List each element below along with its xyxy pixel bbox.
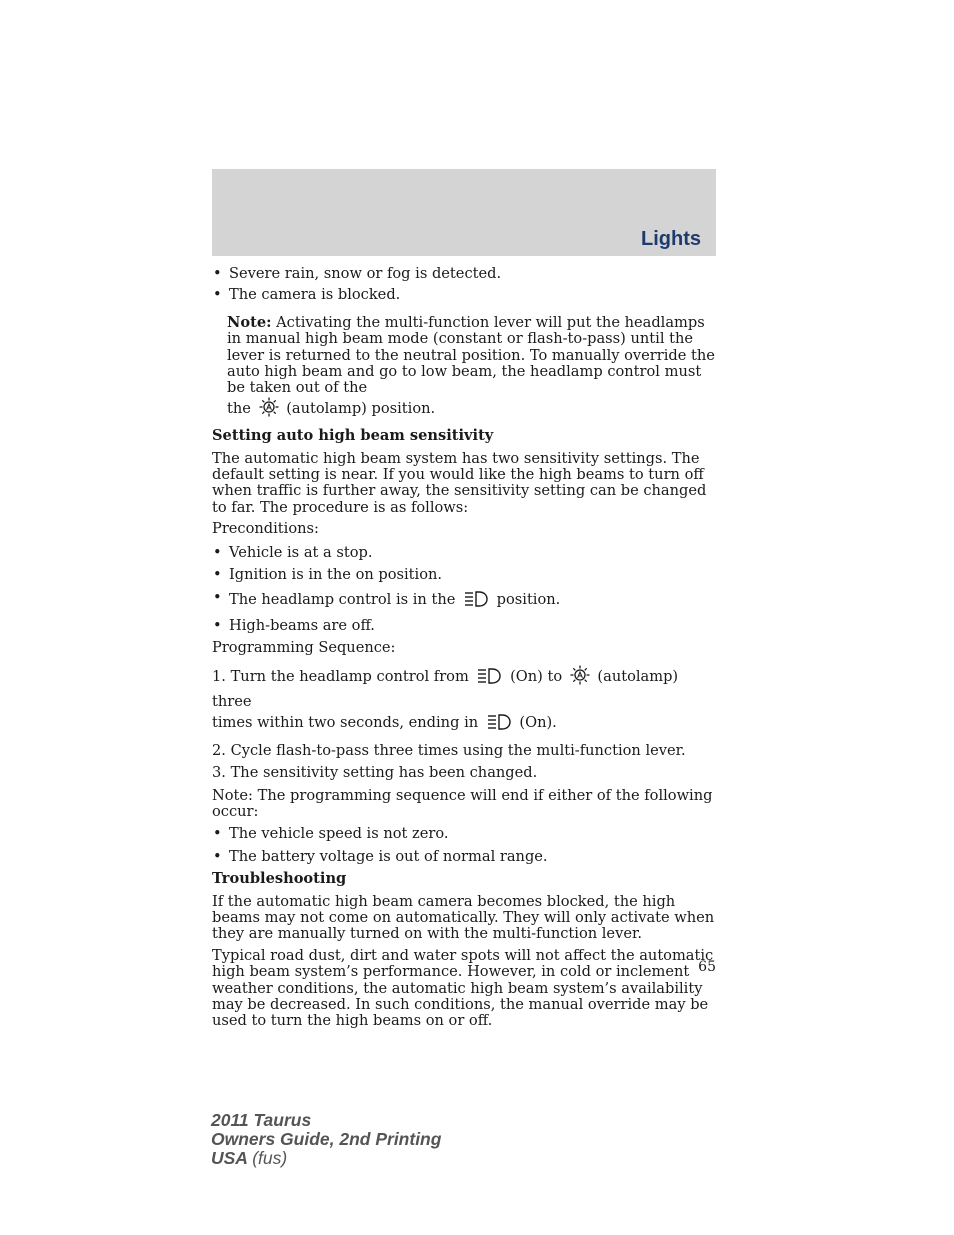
step-text: times within two seconds, ending in <box>212 713 479 731</box>
step-1 <box>212 665 718 737</box>
footer-text: (fus) <box>252 1148 288 1168</box>
step-text: (On) to <box>510 667 563 685</box>
list-item-text: position. <box>496 590 561 608</box>
headlamp-on-icon <box>486 713 512 737</box>
list-item-text: The headlamp control is in the <box>229 590 456 608</box>
list-item: • Vehicle is at a stop. <box>212 545 718 561</box>
troubleshooting-heading: Troubleshooting <box>212 870 347 888</box>
troubleshooting-paragraph: Typical road dust, dirt and water spots will not affect the automatic high beam system’s performance. However, in cold or inclement weather conditions, the automatic high beam system’s availability may be decreased. In such conditions, the manual override may be used to turn the high beams on or off. <box>212 946 714 1030</box>
list-item: • The battery voltage is out of normal range. <box>212 849 718 865</box>
step-3: 3. The sensitivity setting has been changed. <box>212 764 538 782</box>
note-label: Note: <box>227 313 272 331</box>
list-item: • The camera is blocked. <box>212 287 718 303</box>
sensitivity-heading: Setting auto high beam sensitivity <box>212 427 494 445</box>
step-text: (On). <box>519 713 557 731</box>
section-title: Lights <box>641 228 701 250</box>
list-item: • The vehicle speed is not zero. <box>212 826 718 842</box>
preconditions-label: Preconditions: <box>212 520 319 538</box>
note-paragraph <box>227 315 718 421</box>
list-item: • Ignition is in the on position. <box>212 567 718 583</box>
list-item: • High-beams are off. <box>212 618 718 634</box>
note-text-end-pre: the <box>227 399 251 417</box>
note-text: Activating the multi-function lever will put the headlamps in manual high beam mode (constant or flash-to-pass) until the lever is returned to the neutral position. To manually override the auto high beam and go to low beam, the headlamp control must be taken out of the <box>227 313 715 397</box>
autolamp-icon <box>259 397 279 421</box>
footer-text: USA <box>211 1148 248 1168</box>
list-item <box>212 590 718 612</box>
note-text-end-post: (autolamp) position. <box>286 399 436 417</box>
section-header-bar <box>212 169 716 256</box>
step-text: (autolamp) three <box>212 667 679 710</box>
page-number: 65 <box>698 959 716 975</box>
autolamp-icon <box>570 665 590 691</box>
footer-line: Owners Guide, 2nd Printing <box>211 1129 442 1149</box>
troubleshooting-paragraph: If the automatic high beam camera becomes blocked, the high beams may not come on automatically. They will only activate when they are manually turned on with the multi-function lever. <box>212 892 715 943</box>
page-content <box>212 266 718 1035</box>
step-text: 1. Turn the headlamp control from <box>212 667 469 685</box>
footer <box>211 1111 441 1168</box>
footer-line: 2011 Taurus <box>211 1110 312 1130</box>
list-item: • Severe rain, snow or fog is detected. <box>212 266 718 282</box>
end-note: Note: The programming sequence will end if either of the following occur: <box>212 786 713 820</box>
step-2: 2. Cycle flash-to-pass three times using the multi-function lever. <box>212 741 686 759</box>
headlamp-on-icon <box>476 667 502 691</box>
footer-line <box>211 1149 441 1168</box>
sensitivity-intro: The automatic high beam system has two sensitivity settings. The default setting is near. If you would like the high beams to turn off when traffic is further away, the sensitivity setting can be changed to far. The procedure is as follows: <box>212 449 707 516</box>
sequence-label: Programming Sequence: <box>212 639 396 657</box>
headlamp-on-icon <box>463 590 489 612</box>
